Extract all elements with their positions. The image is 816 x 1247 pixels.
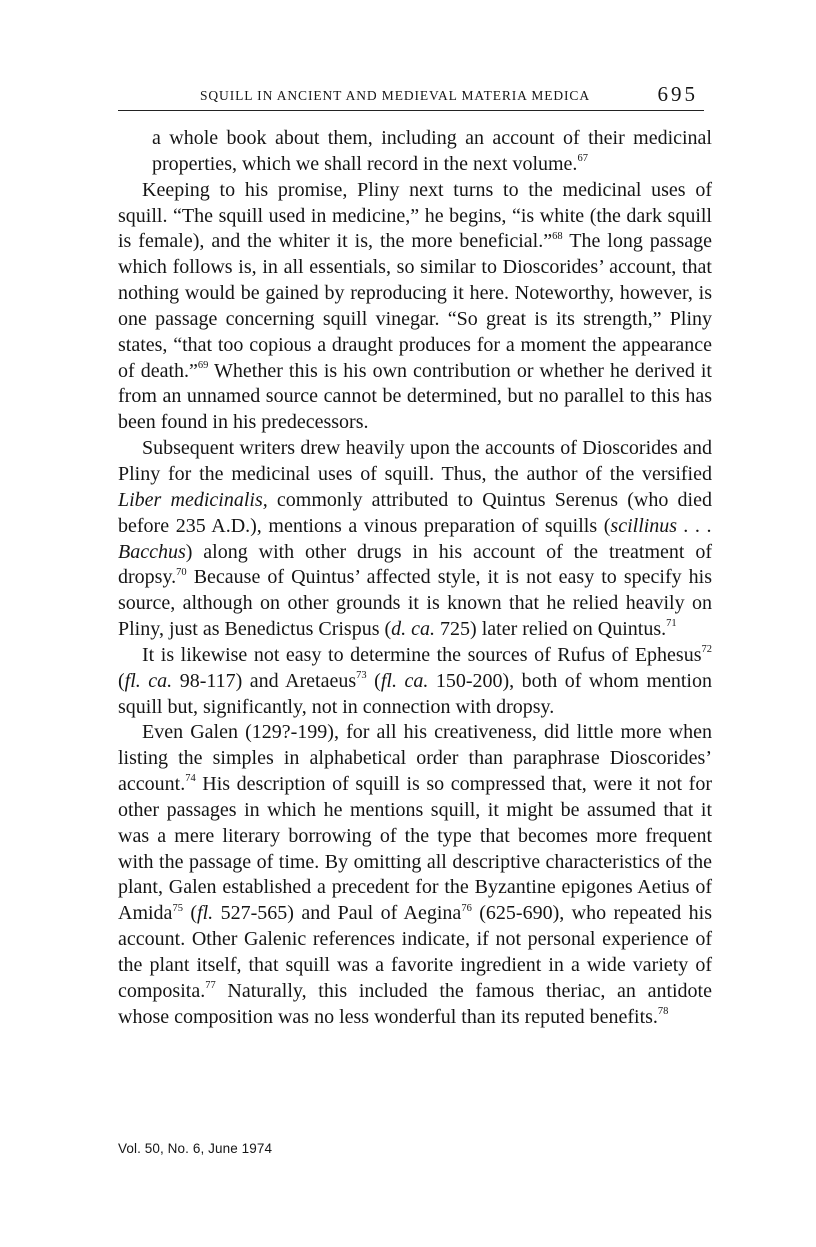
text-run: His description of squill is so compressed that, were it not for other passages in which he mentions squill, it might be assumed that it was a mere literary borrowing of the type that becomes more frequent with the passage of time. By omitting all descriptive characteristics of the plant, Galen established a precedent for the Byzantine epigones Aetius of Amida <box>118 773 712 925</box>
paragraph-rufus-aretaeus <box>118 643 712 721</box>
italic-abbrev: fl. ca. <box>124 669 173 692</box>
text-run: 150-200), both of whom mention squill but, significantly, not in connection with dropsy. <box>118 669 712 718</box>
text-run: It is likewise not easy to determine the sources of Rufus of Ephesus <box>142 643 702 666</box>
text-run: Because of Quintus’ affected style, it is not easy to specify his source, although on other grounds it is known that he relied heavily on Pliny, just as Benedictus Crispus ( <box>118 566 712 641</box>
footnote-ref-76: 76 <box>461 902 472 914</box>
page-number: 695 <box>657 82 698 106</box>
italic-abbrev: fl. ca. <box>380 669 429 692</box>
footnote-ref-72: 72 <box>701 644 712 656</box>
text-run: ( <box>366 669 381 692</box>
footnote-ref-77: 77 <box>205 980 216 992</box>
italic-abbrev: fl. <box>197 902 214 925</box>
italic-title: Liber medicinalis, <box>118 488 268 511</box>
footnote-ref-78: 78 <box>657 1006 669 1018</box>
page-header <box>118 84 704 111</box>
body-text <box>118 126 712 1031</box>
footnote-ref-74: 74 <box>185 773 196 785</box>
footnote-ref-70: 70 <box>176 566 187 578</box>
text-run: 527-565) and Paul of Aegina <box>213 902 462 925</box>
footnote-ref-67: 67 <box>577 153 588 165</box>
footnote-ref-68: 68 <box>552 230 563 242</box>
paragraph-pliny <box>118 178 712 436</box>
text-run: ( <box>182 902 198 925</box>
text-run: 725) later relied on Quintus. <box>435 618 667 641</box>
paragraph-galen <box>118 720 712 1030</box>
footnote-ref-75: 75 <box>172 902 183 914</box>
footnote-ref-69: 69 <box>197 359 209 371</box>
footnote-ref-73: 73 <box>356 670 367 682</box>
text-run: (625-690), who repeated his account. Other Galenic references indicate, if not personal experience of the plant itself, that squill was a favorite ingredient in a wide variety of composita. <box>118 902 712 1002</box>
italic-abbrev: d. ca. <box>391 618 436 641</box>
text-run: Subsequent writers drew heavily upon the accounts of Dioscorides and Pliny for the medicinal uses of squill. Thus, the author of the versified <box>118 437 712 485</box>
text-run: commonly attributed to Quintus Serenus (who died before 235 A.D.), mentions a vinous preparation of squills ( <box>118 488 712 537</box>
text-run: ( <box>118 669 125 692</box>
text-run: 98-117) and Aretaeus <box>172 669 357 692</box>
text-run: The long passage which follows is, in all essentials, so similar to Dioscorides’ account, that nothing would be gained by reproducing it here. Noteworthy, however, is one passage concerning squill vinegar. “So great is its strength,” Pliny states, “that too copious a draught produces for a moment the appearance of death.” <box>118 230 712 382</box>
footnote-ref-71: 71 <box>666 618 677 630</box>
text-run: Whether this is his own contribution or whether he derived it from an unnamed source cannot be determined, but no parallel to this has been found in his predecessors. <box>118 359 712 434</box>
paragraph-subsequent-writers <box>118 436 712 643</box>
text-run: ) along with other drugs in his account of the treatment of dropsy. <box>118 540 712 589</box>
italic-quote: scillinus . . . Bacchus <box>118 514 713 563</box>
journal-citation: Vol. 50, No. 6, June 1974 <box>118 1141 273 1156</box>
running-head: SQUILL IN ANCIENT AND MEDIEVAL MATERIA MEDICA <box>200 88 590 103</box>
text-run: Keeping to his promise, Pliny next turns to the medicinal uses of squill. “The squill used in medicine,” he begins, “is white (the dark squill is female), and the whiter it is, the more beneficial.” <box>118 178 712 253</box>
text-run: Even Galen (129?-199), for all his creativeness, did little more when listing the simples in alphabetical order than paraphrase Dioscorides’ account. <box>118 721 712 796</box>
text-run: Naturally, this included the famous theriac, an antidote whose composition was no less wonderful than its reputed benefits. <box>118 979 712 1028</box>
paragraph-continued <box>118 126 712 178</box>
text-run: a whole book about them, including an account of their medicinal properties, which we shall record in the next volume. <box>152 127 712 175</box>
